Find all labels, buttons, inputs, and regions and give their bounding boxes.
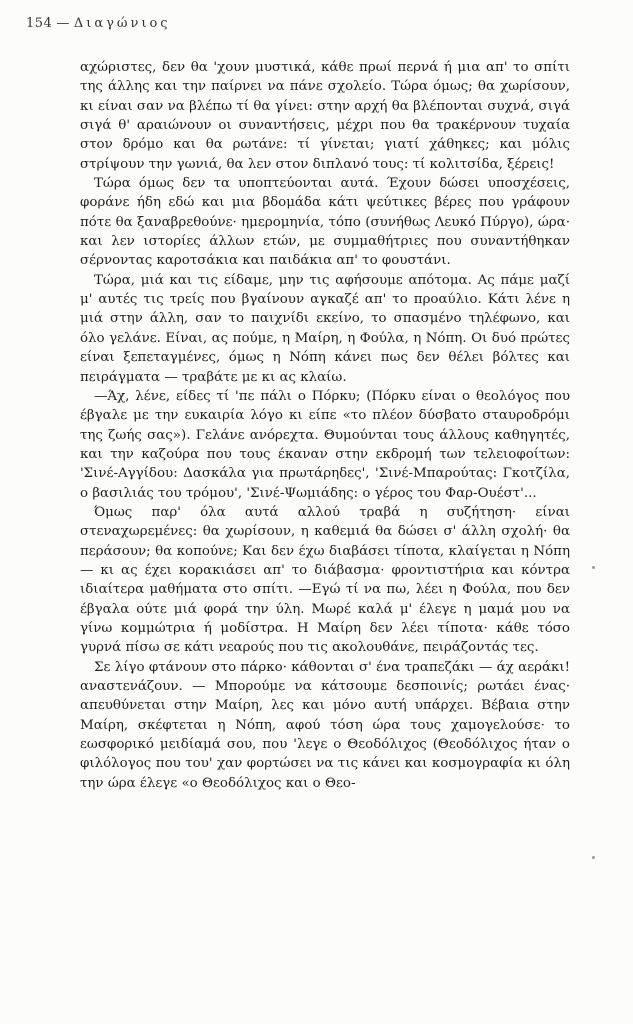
paragraph-4: —Άχ, λένε, είδες τί 'πε πάλι ο Πόρκυ; (Πόρκυ είναι ο θεολόγος που έβγαλε με την ευκαιρία λόγο κι είπε «το πλέον δύσβατο σταυροδρόμι της ζωής σας»). Γελάνε ανόρεχτα. Θυμούνται τους άλλους καθηγητές, και την καζούρα που τους έκαναν στην εκδρομή των τελειοφοίτων: 'Σινέ-Αγγίδου: Δασκάλα για πρωτάρηδες', 'Σινέ-Μπαρούτας: Γκοτζίλα, ο βασιλιάς του τρόμου', 'Σινέ-Ψωμιάδης: ο γέρος του Φαρ-Ουέστ'...: [80, 388, 570, 501]
running-title: Διαγώνιος: [73, 16, 171, 31]
margin-speck: [592, 566, 595, 569]
header-separator: —: [56, 16, 70, 31]
paragraph-2: Τώρα όμως δεν τα υποπτεύονται αυτά. Έχουν δώσει υποσχέσεις, φοράνε ήδη εδώ και μια βδομάδα κάτι ψεύτικες βέρες που γράφουν πότε θα ξαναβρεθούνε· ημερομηνία, τόπο (συνήθως Λευκό Πύργο), ώρα· και λεν ιστορίες άλλων ετών, με συμμαθήτριες που συναντήθηκαν σέρνοντας καροτσάκια και παιδάκια απ' το φουστάνι.: [80, 176, 570, 269]
paragraph-1: αχώριστες, δεν θα 'χουν μυστικά, κάθε πρωί περνά ή μια απ' το σπίτι της άλλης και την παίρνει να πάνε σχολείο. Τώρα όμως; θα χωρίσουν, κι είναι σαν να βλέπω τί θα γίνει: στην αρχή θα βλέπονται συχνά, σιγά σιγά θ' αραιώνουν οι συναντήσεις, μέχρι που θα τρακέρνουν τυχαία στον δρόμο και θα ρωτάνε: τί γίνεται; γιατί χάθηκες; και μόλις στρίψουν την γωνιά, θα λεν στον διπλανό τους: τί κολιτσίδα, ξέρεις!: [80, 60, 570, 172]
running-header: [26, 16, 171, 31]
paragraph-5: Όμως παρ' όλα αυτά αλλού τραβά η συζήτηση· είναι στεναχωρεμένες: θα χωρίσουν, η καθεμιά θα δώσει σ' άλλη σχολή· θα περάσουν; θα κοπούνε; Και δεν έχω διαβάσει τίποτα, κλαίγεται η Νόπη— κι ας έχει κορακιάσει απ' το διάβασμα· φροντιστήρια και κόντρα ιδιαίτερα μαθήματα στο σπίτι. —Εγώ τί να πω, λέει η Φούλα, που δεν έβγαλα ούτε μιά φορά την ύλη. Μωρέ καλά μ' έλεγε η μαμά μου να γίνω κομμώτρια ή μοδίστρα. Η Μαίρη δεν λέει τίποτα· κάθε τόσο γυρνά πίσω σε κάτι νεαρούς που τις ακολουθάνε, πειράζοντάς τες.: [80, 504, 570, 656]
margin-speck: [592, 856, 595, 859]
paragraph-6: Σε λίγο φτάνουν στο πάρκο· κάθονται σ' ένα τραπεζάκι — άχ αεράκι! αναστενάζουν. — Μπορούμε να κάτσουμε δεσποινίς; ρωτάει ένας· απευθύνεται στην Μαίρη, λες και μόνο αυτή υπάρχει. Βέβαια στην Μαίρη, σκέφτεται η Νόπη, αφού τόση ώρα τους χαμογελούσε· το εωσφορικό μειδίαμά σου, που 'λεγε ο Θεοδόλιχος (Θεοδόλιχος ήταν ο φιλόλογος που του' χαν φορτώσει να τις κάνει και κοσμογραφία κι όλη την ώρα έλεγε «ο Θεοδόλιχος και ο Θεο-: [80, 659, 570, 791]
paragraph-3: Τώρα, μιά και τις είδαμε, μην τις αφήσουμε απότομα. Ας πάμε μαζί μ' αυτές τις τρείς που βγαίνουν αγκαζέ απ' το προαύλιο. Κάτι λένε η μιά στην άλλη, σαν το παιχνίδι εκείνο, το σπασμένο τηλέφωνο, και όλο γελάνε. Είναι, ας πούμε, η Μαίρη, η Φούλα, η Νόπη. Οι δυό πρώτες είναι ξεπεταγμένες, όμως η Νόπη κάνει πως δεν θέλει βόλτες και πειράγματα — τραβάτε με κι ας κλαίω.: [80, 272, 570, 385]
page-number: 154: [26, 16, 53, 31]
body-text: [80, 58, 570, 793]
